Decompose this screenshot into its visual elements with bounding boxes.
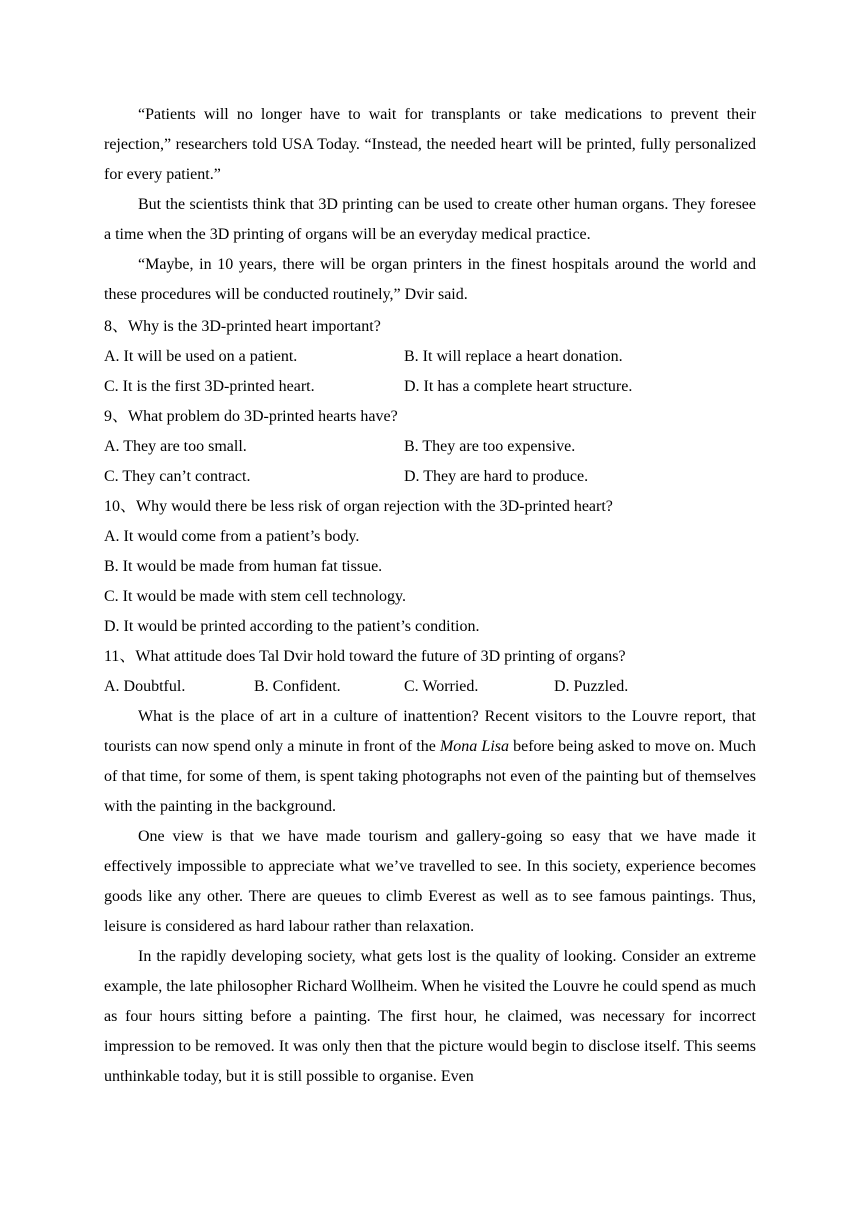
question-8-option-d: D. It has a complete heart structure. [404, 378, 633, 395]
question-11-options-row [104, 672, 756, 702]
question-11-option-b: B. Confident. [254, 678, 341, 695]
question-10-stem: 10、Why would there be less risk of organ rejection with the 3D-printed heart? [104, 498, 613, 515]
question-9-options-row-1 [104, 432, 756, 462]
question-8-option-b: B. It will replace a heart donation. [404, 348, 623, 365]
question-9-option-a: A. They are too small. [104, 438, 247, 455]
question-8-stem: 8、Why is the 3D-printed heart important? [104, 318, 381, 335]
painting-title: Mona Lisa [439, 738, 509, 755]
question-10-option-d: D. It would be printed according to the patient’s condition. [104, 618, 480, 635]
question-8-option-a: A. It will be used on a patient. [104, 348, 298, 365]
passage1-paragraph-2: But the scientists think that 3D printing can be used to create other human organs. They foresee a time when the 3D printing of organs will be an everyday medical practice. [104, 196, 756, 243]
question-9-options-row-2 [104, 462, 756, 492]
passage2-paragraph-1-before: What is the place of art in a culture of inattention? Recent visitors to the Louvre report, that tourists can now spend only a minute in front of the [104, 708, 756, 755]
question-8-option-c: C. It is the first 3D-printed heart. [104, 378, 315, 395]
question-8-options-row-1 [104, 342, 756, 372]
passage1-paragraph-1: “Patients will no longer have to wait for transplants or take medications to prevent their rejection,” researchers told USA Today. “Instead, the needed heart will be printed, fully personalized for every patient.” [104, 106, 756, 183]
question-10-option-a: A. It would come from a patient’s body. [104, 528, 360, 545]
passage2-paragraph-2: One view is that we have made tourism and gallery-going so easy that we have made it effectively impossible to appreciate what we’ve travelled to see. In this society, experience becomes goods like any other. There are queues to climb Everest as well as to see famous paintings. Thus, leisure is considered as hard labour rather than relaxation. [104, 828, 756, 935]
passage2-paragraph-3: In the rapidly developing society, what gets lost is the quality of looking. Consider an extreme example, the late philosopher Richard Wollheim. When he visited the Louvre he could spend as much as four hours sitting before a painting. The first hour, he claimed, was necessary for incorrect impression to be removed. It was only then that the picture would begin to disclose itself. This seems unthinkable today, but it is still possible to organise. Even [104, 948, 756, 1085]
passage2-paragraph-1 [104, 702, 756, 822]
question-11-stem: 11、What attitude does Tal Dvir hold toward the future of 3D printing of organs? [104, 648, 626, 665]
question-10-option-b: B. It would be made from human fat tissue. [104, 558, 383, 575]
question-11-option-c: C. Worried. [404, 678, 479, 695]
question-9-option-d: D. They are hard to produce. [404, 468, 589, 485]
question-10-option-c: C. It would be made with stem cell technology. [104, 588, 407, 605]
question-8-options-row-2 [104, 372, 756, 402]
question-9-option-b: B. They are too expensive. [404, 438, 576, 455]
question-11-option-a: A. Doubtful. [104, 678, 186, 695]
question-9-option-c: C. They can’t contract. [104, 468, 251, 485]
passage2-paragraph-1-after: before being asked to move on. Much of that time, for some of them, is spent taking photographs not even of the painting but of themselves with the painting in the background. [104, 738, 757, 815]
question-9-stem: 9、What problem do 3D-printed hearts have? [104, 408, 398, 425]
passage1-paragraph-3: “Maybe, in 10 years, there will be organ printers in the finest hospitals around the world and these procedures will be conducted routinely,” Dvir said. [104, 256, 756, 303]
question-11-option-d: D. Puzzled. [554, 678, 629, 695]
document-page [104, 100, 756, 1092]
